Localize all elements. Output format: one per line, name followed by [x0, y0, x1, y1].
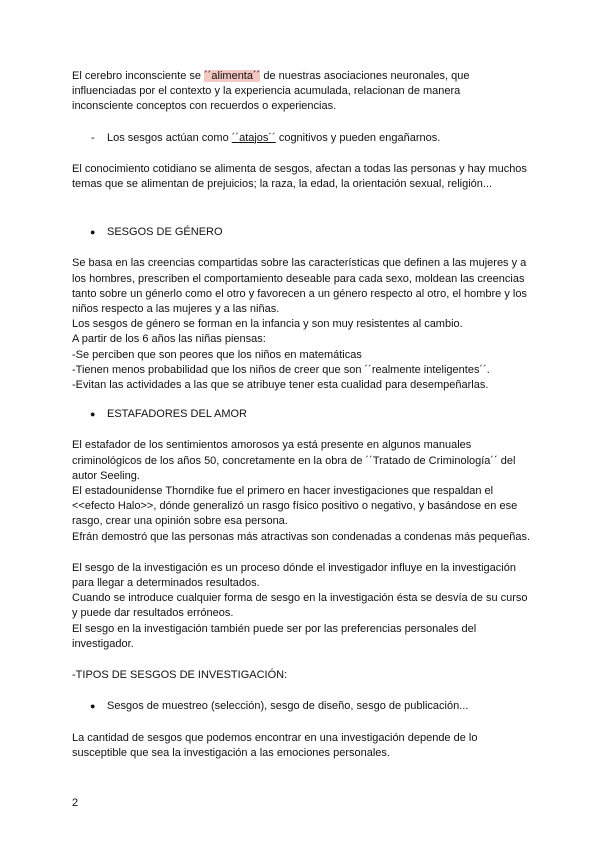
underlined-word: ´´atajos´´	[231, 131, 276, 144]
text-line: Se basa en las creencias compartidas sobre las características que definen a las mujeres y a los hombres, prescriben el comportamiento deseable para cada sexo, moldean las creencias tanto sobre un génerlo como el otro y favorecen a un género respecto al otro, el hombre y los niños respecto a las mujeres y a las niñas.	[72, 257, 527, 316]
text-segment: El cerebro inconsciente se	[72, 70, 205, 82]
bullet-icon: ●	[90, 409, 96, 420]
text-line: A partir de los 6 años las niñas piensas:	[72, 333, 266, 346]
text-line: El estadounidense Thorndike fue el primero en hacer investigaciones que respaldan el <<efecto Halo>>, dónde generalizó un rasgo físico positivo o negativo, y basándose en ese rasgo, crear una opinión sobre esa persona.	[72, 485, 518, 528]
bullet-icon: ●	[90, 227, 96, 238]
dash-marker: -	[91, 131, 95, 144]
paragraph-conocimiento: El conocimiento cotidiano se alimenta de sesgos, afectan a todas las personas y hay muchos temas que se alimentan de prejuicios; la raza, la edad, la orientación sexual, religión...	[72, 162, 527, 191]
text-line: Efrán demostró que las personas más atractivas son condenadas a condenas más pequeñas.	[72, 530, 530, 543]
text-line: Cuando se introduce cualquier forma de sesgo en la investigación ésta se desvía de su curso y puede dar resultados erróneos.	[72, 592, 528, 620]
highlighted-word: ´´alimenta´´	[204, 70, 261, 82]
page-number: 2	[72, 797, 79, 809]
heading-tipos-sesgos: -TIPOS DE SESGOS DE INVESTIGACIÓN:	[72, 669, 288, 682]
text-line: Los sesgos de género se forman en la infancia y son muy resistentes al cambio.	[72, 318, 463, 331]
bullet-list-item	[72, 699, 532, 714]
text-segment: de nuestras asociaciones neuronales, que influenciadas por el contexto y la experiencia acumulada, relacionan de manera inconsciente conceptos con recuerdos o experiencias.	[72, 70, 470, 113]
text-line: El sesgo en la investigación también puede ser por las preferencias personales del investigador.	[72, 622, 477, 650]
dash-list-item	[72, 131, 532, 146]
text-line: El estafador de los sentimientos amorosos ya está presente en algunos manuales criminológicos de los años 50, concretamente en la obra de ´´Tratado de Criminología´´ del autor Seeling.	[72, 439, 516, 482]
text-line: -Tienen menos probabilidad que los niños de creer que son ´´realmente inteligentes´´.	[72, 363, 490, 376]
page-content	[72, 69, 532, 761]
paragraph-cerebro	[72, 69, 512, 115]
text-segment: Sesgos de muestreo (selección), sesgo de diseño, sesgo de publicación...	[107, 700, 469, 713]
heading-text: ESTAFADORES DEL AMOR	[107, 408, 247, 421]
paragraph-estafadores	[72, 438, 532, 544]
text-line: El sesgo de la investigación es un proceso dónde el investigador influye en la investigación para llegar a determinados resultados.	[72, 561, 516, 590]
paragraph-cantidad: La cantidad de sesgos que podemos encontrar en una investigación depende de lo susceptible que sea la investigación a las emociones personales.	[72, 731, 478, 759]
heading-text: SESGOS DE GÉNERO	[107, 226, 223, 239]
text-segment: cognitivos y pueden engañarnos.	[275, 131, 441, 144]
section-heading-estafadores	[72, 407, 532, 422]
text-line: -Se perciben que son peores que los niños en matemáticas	[72, 348, 362, 361]
paragraph-investigacion	[72, 561, 532, 652]
text-segment: Los sesgos actúan como	[107, 131, 232, 144]
bullet-icon: ●	[90, 701, 96, 712]
paragraph-genero	[72, 256, 532, 393]
text-line: -Evitan las actividades a las que se atribuye tener esta cualidad para desempeñarlas.	[72, 379, 489, 392]
section-heading-genero	[72, 225, 532, 240]
